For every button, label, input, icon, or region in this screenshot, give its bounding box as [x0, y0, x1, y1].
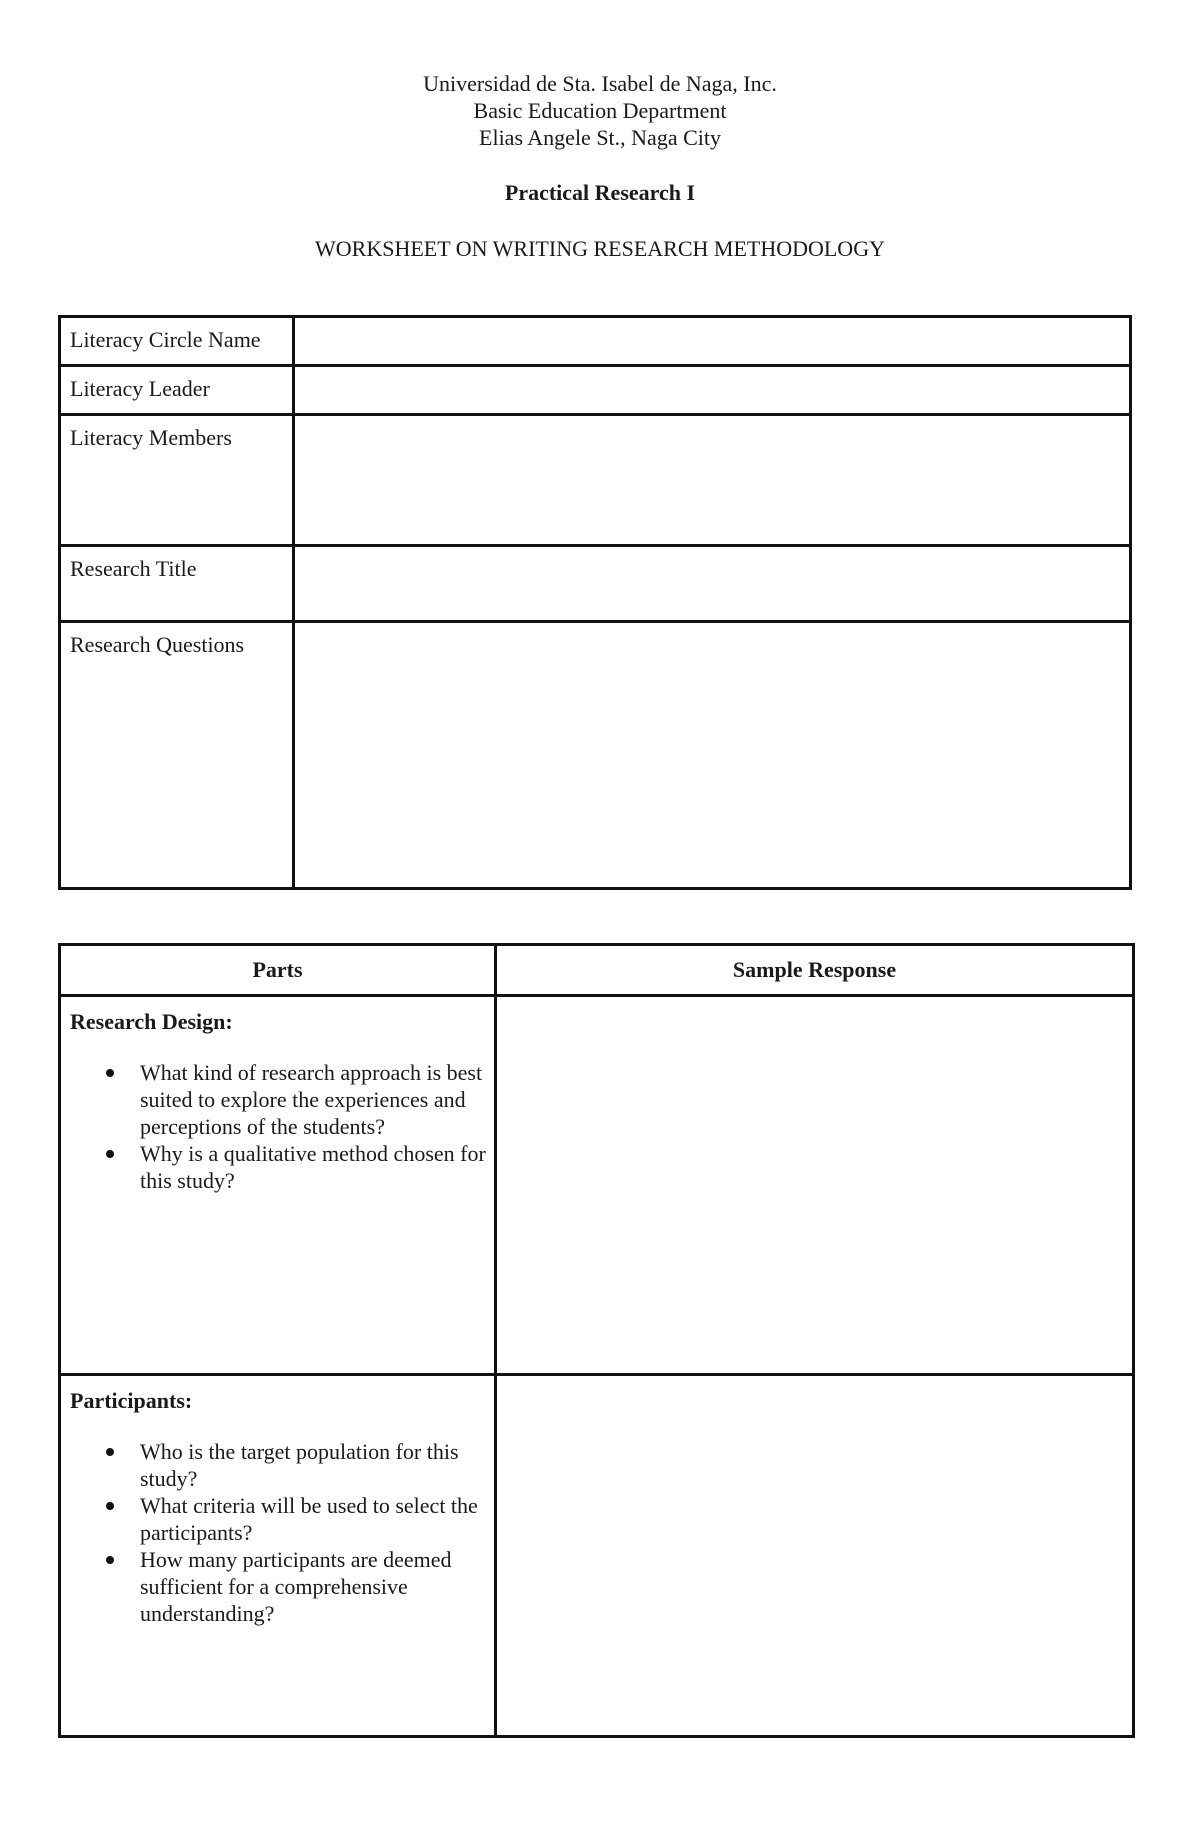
row-label: Research Title	[60, 546, 294, 622]
question-text: Why is a qualitative method chosen for this study?	[140, 1141, 486, 1193]
table-header-row	[60, 945, 1134, 996]
question-list	[70, 1438, 486, 1627]
list-item	[140, 1140, 486, 1194]
section-title: Participants:	[70, 1388, 193, 1413]
participants-part	[60, 1375, 496, 1737]
worksheet-title: WORKSHEET ON WRITING RESEARCH METHODOLOGY	[315, 236, 885, 261]
question-text: What criteria will be used to select the participants?	[140, 1493, 478, 1545]
row-label: Literacy Leader	[60, 366, 294, 415]
table-row	[60, 415, 1131, 546]
list-item	[140, 1059, 486, 1140]
list-item	[140, 1492, 486, 1546]
department-name: Basic Education Department	[473, 98, 727, 123]
research-title-field[interactable]	[294, 546, 1131, 622]
research-questions-field[interactable]	[294, 622, 1131, 889]
question-text: Who is the target population for this study?	[140, 1439, 459, 1491]
section-title: Research Design:	[70, 1009, 233, 1034]
document-header	[0, 70, 1200, 151]
research-design-part	[60, 996, 496, 1375]
literacy-leader-field[interactable]	[294, 366, 1131, 415]
row-label: Literacy Members	[60, 415, 294, 546]
bullet-icon	[106, 1069, 114, 1077]
question-text: How many participants are deemed sufficient for a comprehensive understanding?	[140, 1547, 452, 1626]
bullet-icon	[106, 1502, 114, 1510]
row-label: Literacy Circle Name	[60, 317, 294, 366]
row-label: Research Questions	[60, 622, 294, 889]
column-header-sample-response: Sample Response	[496, 945, 1134, 996]
institution-name: Universidad de Sta. Isabel de Naga, Inc.	[423, 71, 777, 96]
list-item	[140, 1546, 486, 1627]
group-info-table	[58, 315, 1132, 890]
table-row	[60, 622, 1131, 889]
bullet-icon	[106, 1150, 114, 1158]
methodology-parts-table	[58, 943, 1135, 1738]
literacy-circle-name-field[interactable]	[294, 317, 1131, 366]
table-row	[60, 366, 1131, 415]
question-text: What kind of research approach is best suited to explore the experiences and perceptions of the students?	[140, 1060, 483, 1139]
participants-response-field[interactable]	[496, 1375, 1134, 1737]
table-row	[60, 317, 1131, 366]
institution-address: Elias Angele St., Naga City	[479, 125, 721, 150]
course-title: Practical Research I	[504, 180, 696, 205]
literacy-members-field[interactable]	[294, 415, 1131, 546]
list-item	[140, 1438, 486, 1492]
question-list	[70, 1059, 486, 1194]
table-row	[60, 1375, 1134, 1737]
bullet-icon	[106, 1448, 114, 1456]
table-row	[60, 546, 1131, 622]
research-design-response-field[interactable]	[496, 996, 1134, 1375]
bullet-icon	[106, 1556, 114, 1564]
table-row	[60, 996, 1134, 1375]
column-header-parts: Parts	[60, 945, 496, 996]
